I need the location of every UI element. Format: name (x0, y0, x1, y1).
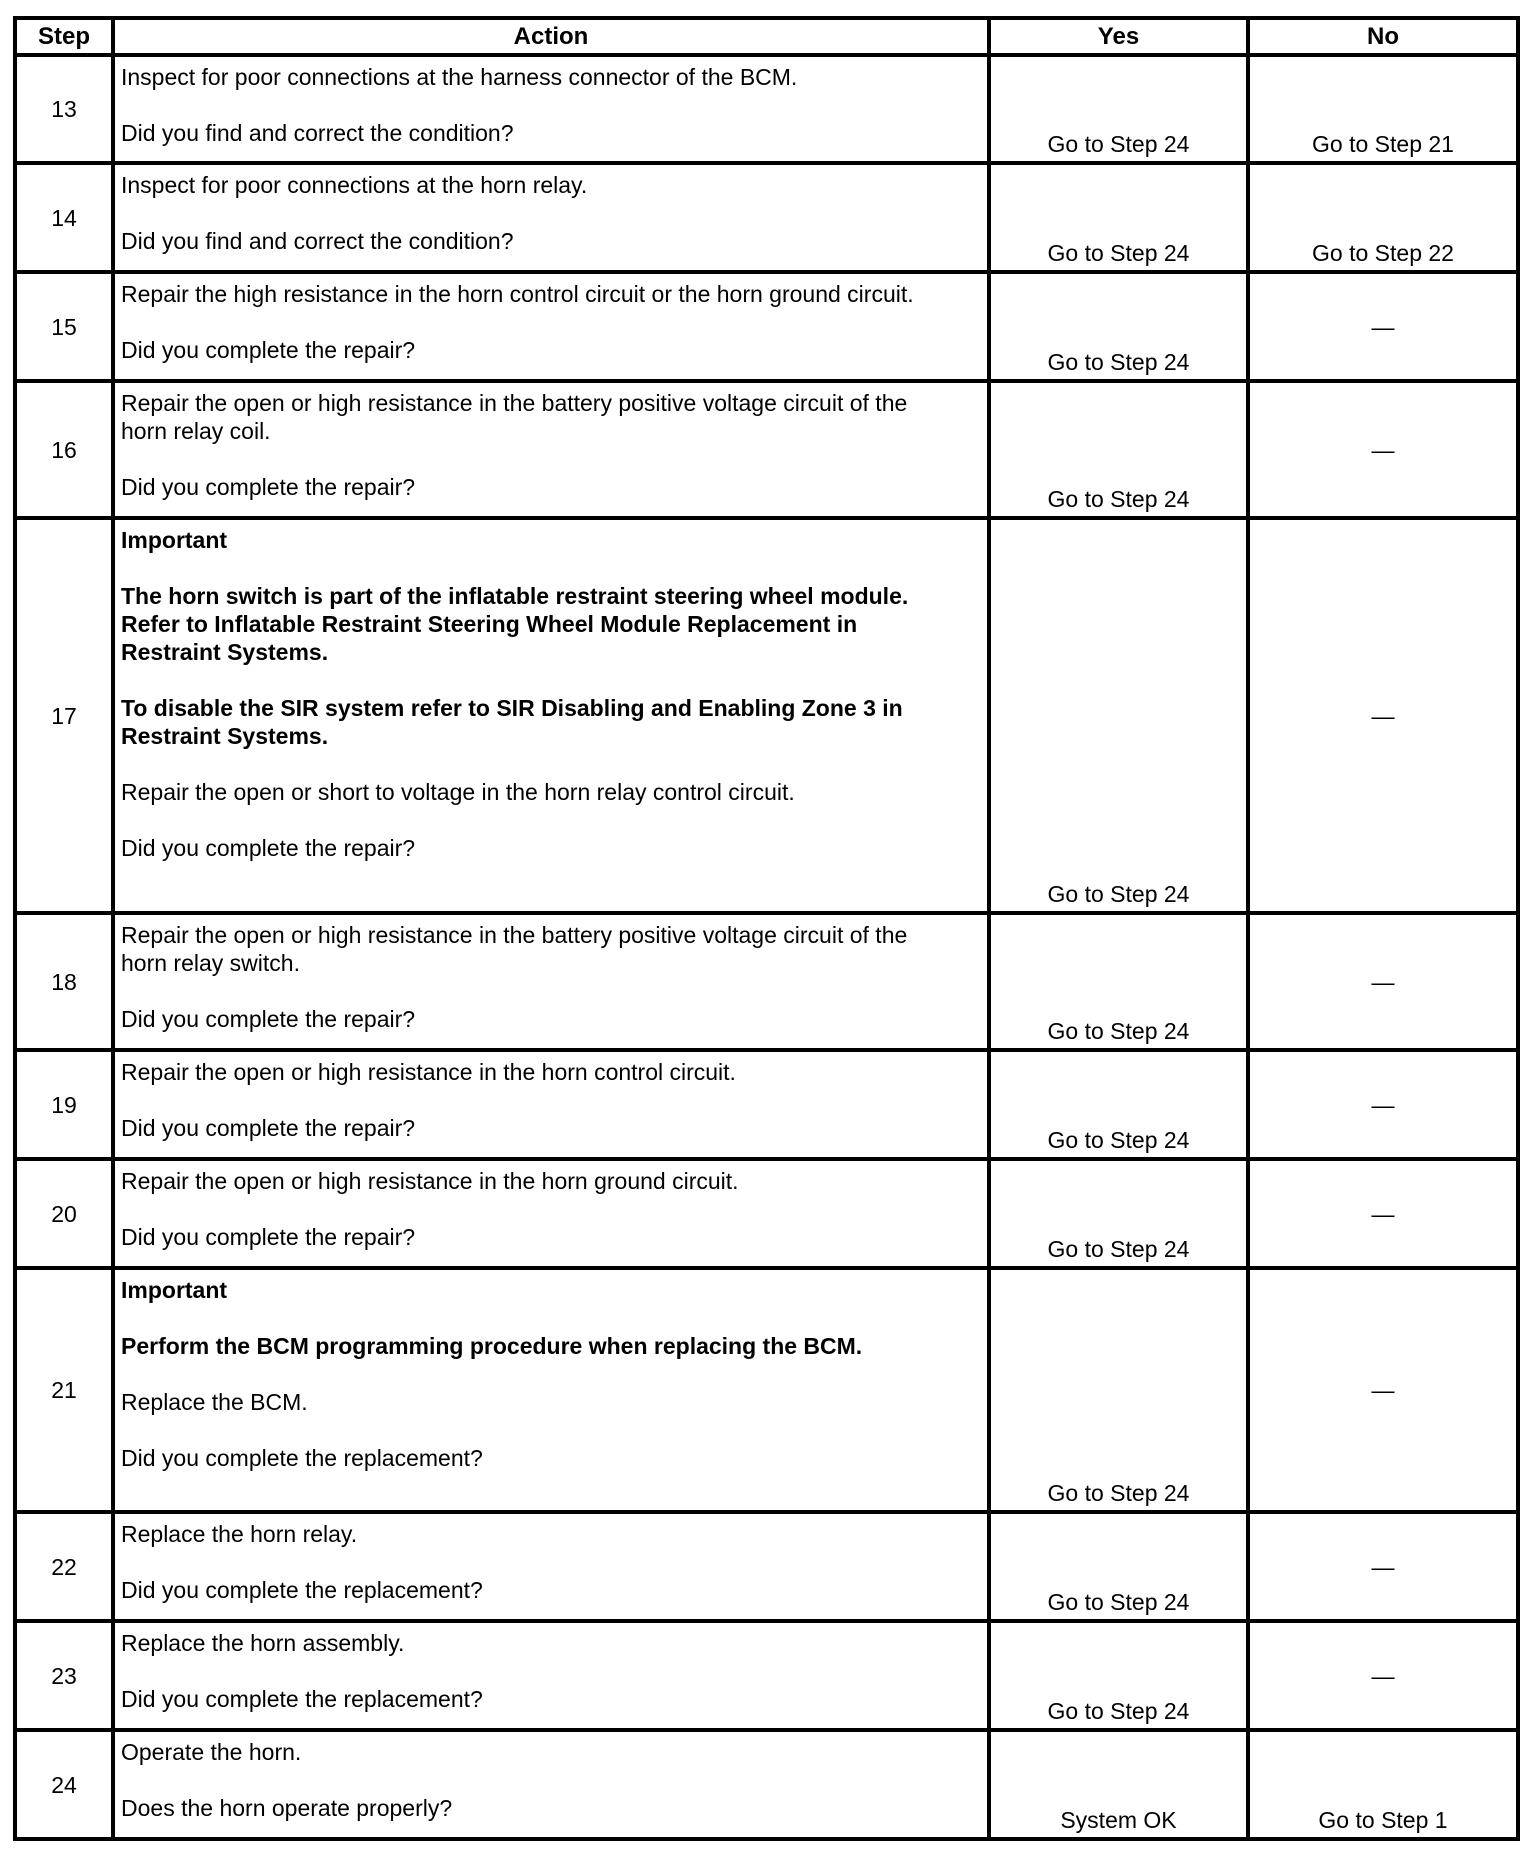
action-text: Did you complete the replacement? (121, 1686, 483, 1712)
step-number: 24 (15, 1730, 113, 1839)
no-result: — (1248, 1512, 1518, 1621)
action-text: Repair the open or high resistance in the horn ground circuit. (121, 1168, 739, 1194)
action-text: Did you complete the repair? (121, 835, 416, 861)
table-row (15, 1050, 1518, 1159)
no-result: — (1248, 913, 1518, 1050)
no-result: — (1248, 1621, 1518, 1730)
action-text: Replace the horn assembly. (121, 1630, 405, 1656)
no-result: — (1248, 1159, 1518, 1268)
header-action: Action (113, 18, 989, 55)
table-row (15, 163, 1518, 272)
action-text: Does the horn operate properly? (121, 1795, 453, 1821)
table-row (15, 381, 1518, 518)
no-result: Go to Step 1 (1248, 1730, 1518, 1839)
action-text: Did you find and correct the condition? (121, 120, 514, 146)
action-cell (113, 272, 989, 381)
important-text: The horn switch is part of the inflatable restraint steering wheel module. Refer to Inflatable Restraint Steering Wheel Module Replacement in Restraint Systems. (121, 583, 909, 665)
step-number: 19 (15, 1050, 113, 1159)
yes-result: System OK (989, 1730, 1248, 1839)
action-text: Did you complete the repair? (121, 337, 416, 363)
step-number: 18 (15, 913, 113, 1050)
step-number: 14 (15, 163, 113, 272)
important-text: Important (121, 1277, 228, 1303)
step-number: 21 (15, 1268, 113, 1512)
action-text: Did you complete the repair? (121, 474, 416, 500)
important-text: Perform the BCM programming procedure when replacing the BCM. (121, 1333, 863, 1359)
action-cell (113, 1621, 989, 1730)
action-cell (113, 518, 989, 913)
action-text: Repair the open or high resistance in the battery positive voltage circuit of the horn relay coil. (121, 390, 908, 444)
yes-result: Go to Step 24 (989, 381, 1248, 518)
yes-result: Go to Step 24 (989, 1159, 1248, 1268)
table-row (15, 55, 1518, 163)
action-text: Repair the open or high resistance in the battery positive voltage circuit of the horn relay switch. (121, 922, 908, 976)
header-no: No (1248, 18, 1518, 55)
yes-result: Go to Step 24 (989, 1268, 1248, 1512)
action-text: Operate the horn. (121, 1739, 302, 1765)
action-text: Did you complete the repair? (121, 1224, 416, 1250)
yes-result: Go to Step 24 (989, 163, 1248, 272)
action-text: Replace the horn relay. (121, 1521, 358, 1547)
yes-result: Go to Step 24 (989, 272, 1248, 381)
no-result: — (1248, 381, 1518, 518)
step-number: 17 (15, 518, 113, 913)
action-cell (113, 381, 989, 518)
table-row (15, 1268, 1518, 1512)
action-cell (113, 163, 989, 272)
action-cell (113, 55, 989, 163)
no-result: — (1248, 1050, 1518, 1159)
action-text: Replace the BCM. (121, 1389, 308, 1415)
action-text: Did you complete the replacement? (121, 1577, 483, 1603)
table-row (15, 1621, 1518, 1730)
header-yes: Yes (989, 18, 1248, 55)
action-text: Did you complete the replacement? (121, 1445, 483, 1471)
action-cell (113, 1730, 989, 1839)
step-number: 22 (15, 1512, 113, 1621)
action-text: Repair the open or short to voltage in the horn relay control circuit. (121, 779, 795, 805)
step-number: 15 (15, 272, 113, 381)
important-text: Important (121, 527, 228, 553)
action-text: Inspect for poor connections at the harness connector of the BCM. (121, 64, 798, 90)
action-cell (113, 913, 989, 1050)
important-text: To disable the SIR system refer to SIR Disabling and Enabling Zone 3 in Restraint Systems. (121, 695, 903, 749)
header-row (15, 18, 1518, 55)
action-text: Repair the open or high resistance in the horn control circuit. (121, 1059, 736, 1085)
yes-result: Go to Step 24 (989, 1512, 1248, 1621)
table-row (15, 1159, 1518, 1268)
action-text: Did you find and correct the condition? (121, 228, 514, 254)
action-text: Repair the high resistance in the horn control circuit or the horn ground circuit. (121, 281, 914, 307)
action-text: Inspect for poor connections at the horn relay. (121, 172, 588, 198)
yes-result: Go to Step 24 (989, 1621, 1248, 1730)
table-row (15, 1730, 1518, 1839)
no-result: Go to Step 21 (1248, 55, 1518, 163)
yes-result: Go to Step 24 (989, 55, 1248, 163)
step-number: 13 (15, 55, 113, 163)
action-cell (113, 1268, 989, 1512)
no-result: Go to Step 22 (1248, 163, 1518, 272)
step-number: 20 (15, 1159, 113, 1268)
action-text: Did you complete the repair? (121, 1115, 416, 1141)
table-row (15, 272, 1518, 381)
action-text: Did you complete the repair? (121, 1006, 416, 1032)
action-cell (113, 1159, 989, 1268)
diagnostic-table (13, 16, 1520, 1841)
table-row (15, 518, 1518, 913)
action-cell (113, 1512, 989, 1621)
step-number: 23 (15, 1621, 113, 1730)
yes-result: Go to Step 24 (989, 913, 1248, 1050)
yes-result: Go to Step 24 (989, 1050, 1248, 1159)
header-step: Step (15, 18, 113, 55)
table-row (15, 1512, 1518, 1621)
yes-result: Go to Step 24 (989, 518, 1248, 913)
action-cell (113, 1050, 989, 1159)
no-result: — (1248, 272, 1518, 381)
table-row (15, 913, 1518, 1050)
step-number: 16 (15, 381, 113, 518)
no-result: — (1248, 518, 1518, 913)
no-result: — (1248, 1268, 1518, 1512)
